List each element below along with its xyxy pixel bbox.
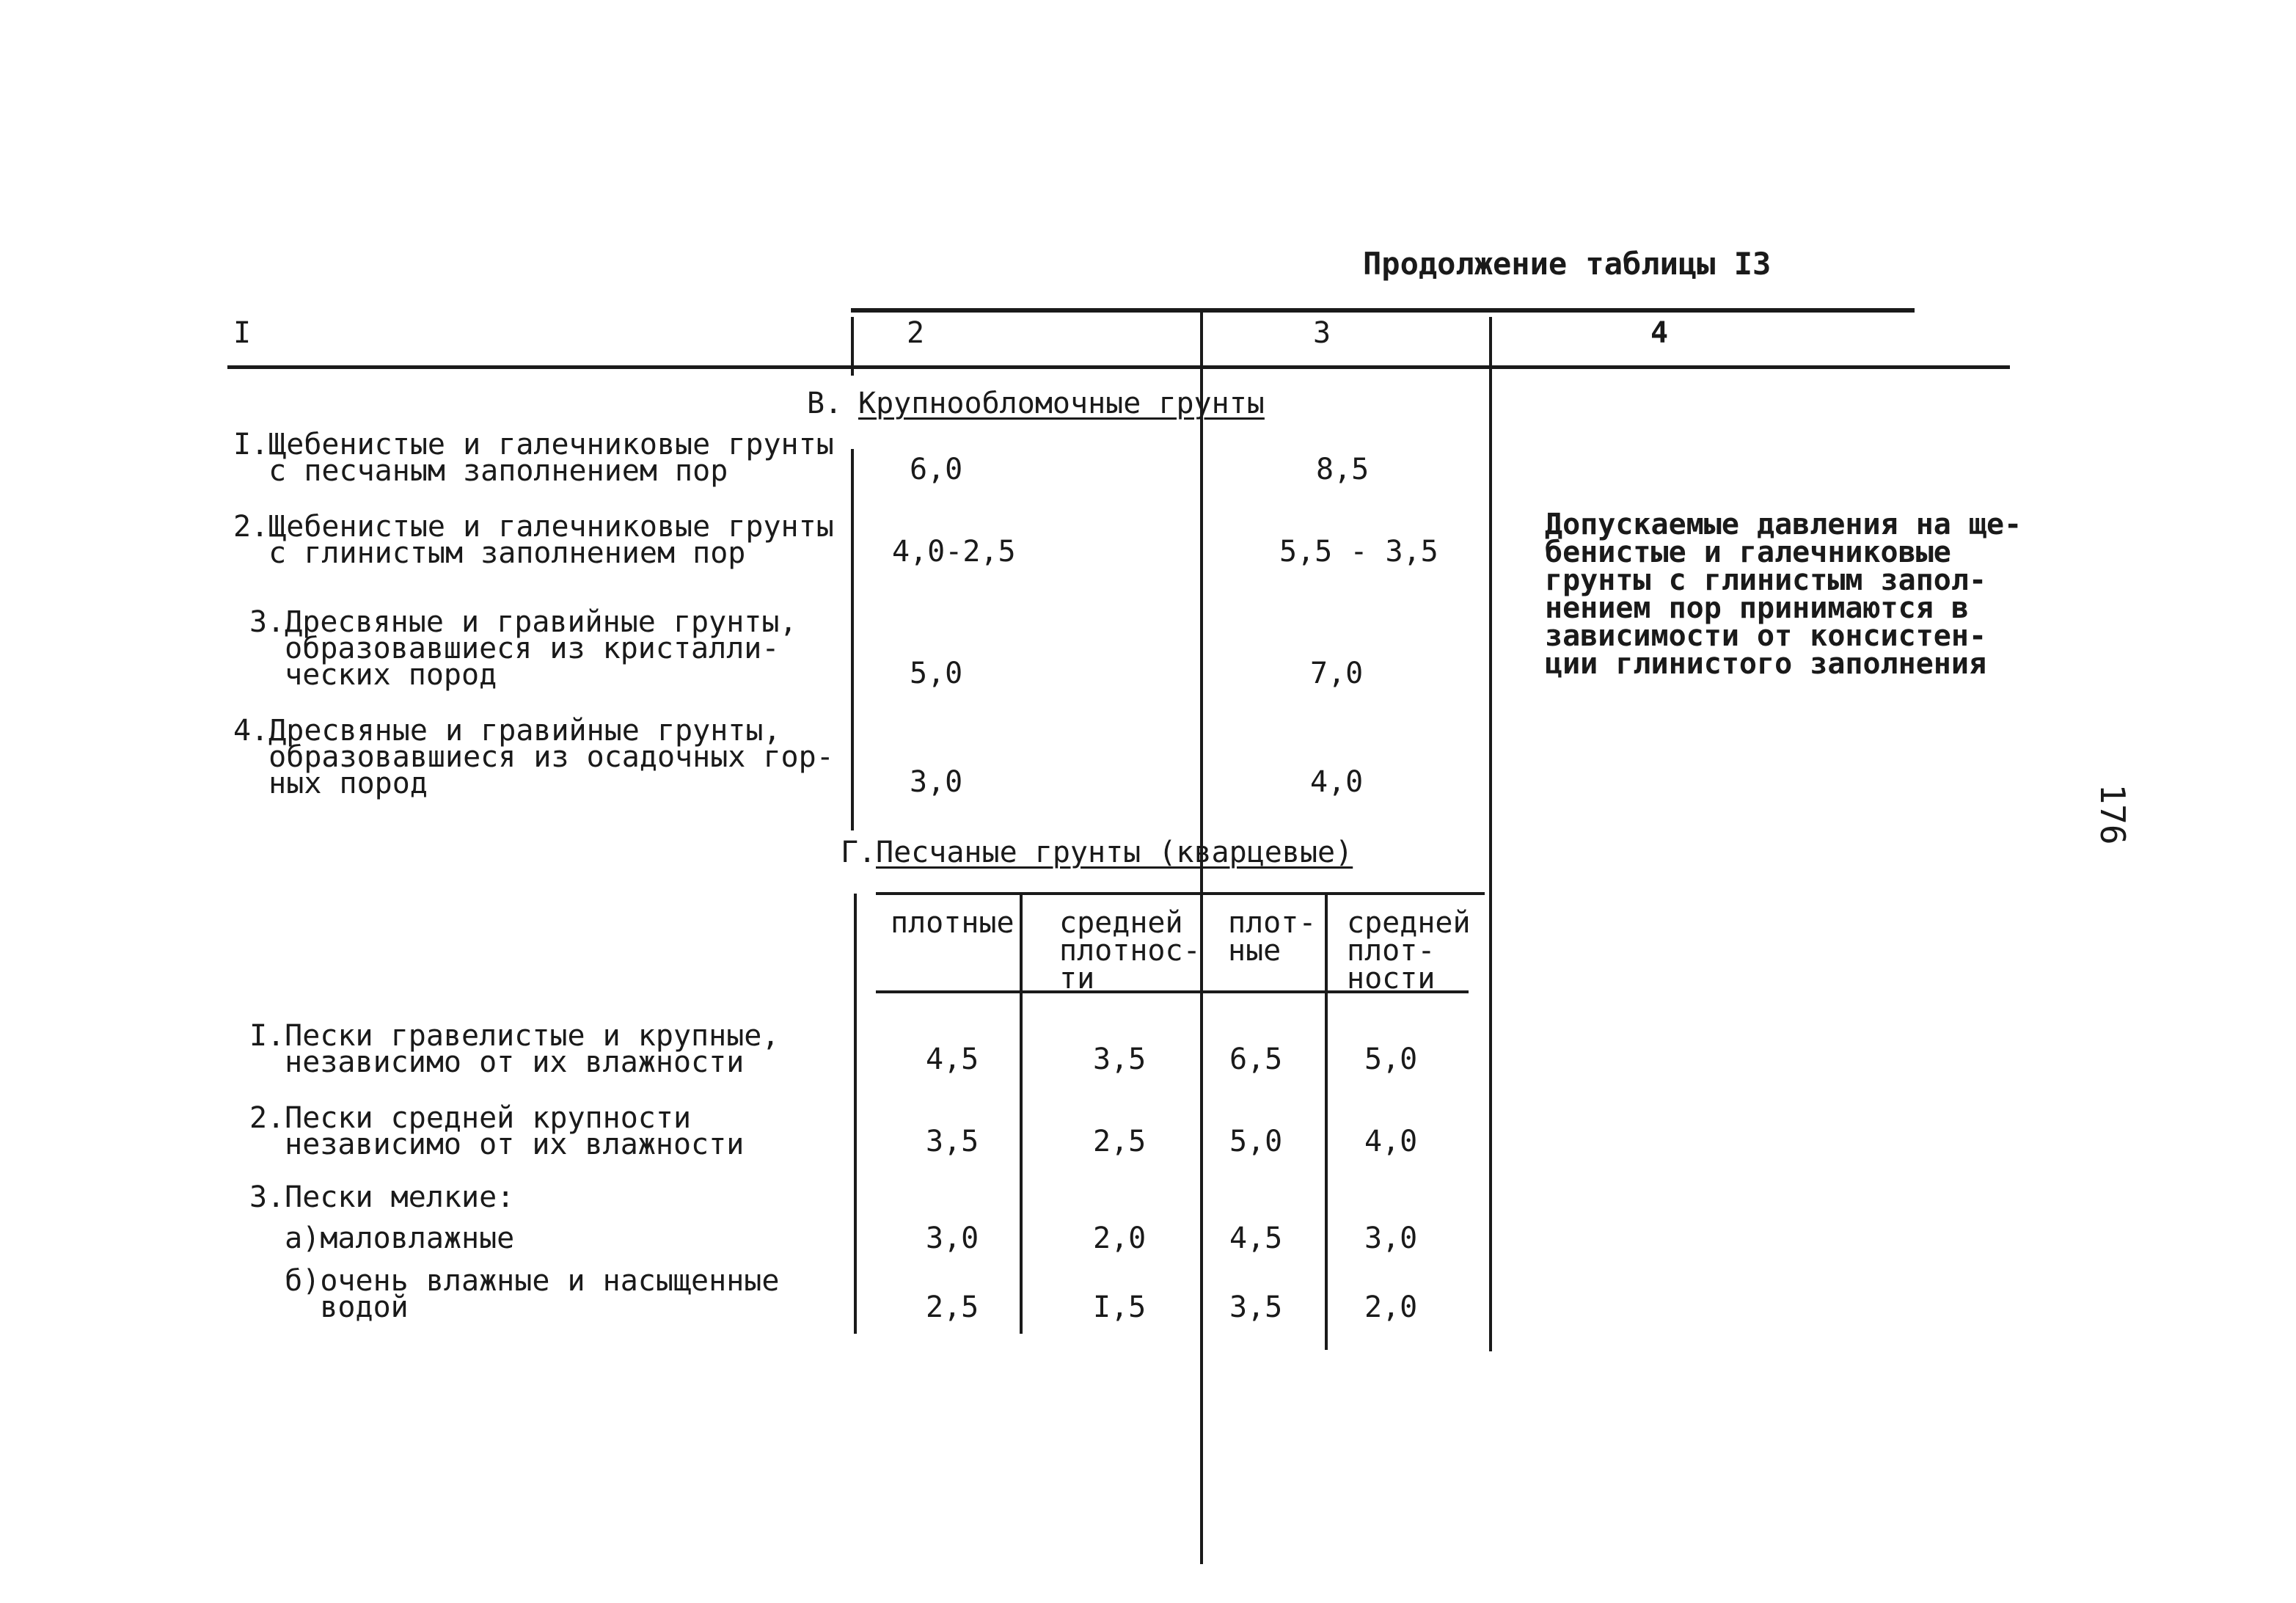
g-row1-line1: I.Пески гравелистые и крупные, [249,1019,780,1053]
v-row4-line3: ных пород [233,767,428,800]
g-row2-line1: 2.Пески средней крупности [249,1101,692,1135]
subheader-dense-2: плотные [891,906,1014,940]
g-row5-v1: 2,5 [926,1290,979,1324]
note-line-1: Допускаемые давления на ще- [1545,508,2022,541]
g-row1-v4: 5,0 [1364,1043,1418,1076]
page-number: 176 [2093,784,2132,845]
subheader-medium-3-line3: ности [1347,962,1436,996]
column-header-1: I [233,316,252,350]
g-row2-v3: 5,0 [1229,1125,1283,1158]
g-row1-v1: 4,5 [926,1043,979,1076]
note-line-6: ции глинистого заполнения [1545,647,1987,681]
subheader-medium-2-line2: плотнос- [1059,934,1201,968]
v-row4-col2: 3,0 [910,765,963,799]
divider-sub-3 [1325,894,1328,1350]
v-row1-line2: с песчаным заполнением пор [233,454,728,488]
g-row4-v3: 4,5 [1229,1222,1283,1255]
divider-col3-col4 [1489,317,1492,1351]
section-g-title: Песчаные грунты (кварцевые) [876,836,1353,869]
v-row2-col2: 4,0-2,5 [892,535,1016,569]
v-row4-line1: 4.Дресвяные и гравийные грунты, [233,714,781,748]
g-row4-v4: 3,0 [1364,1222,1418,1255]
subheader-dense-3-line1: плот- [1228,906,1317,940]
note-line-5: зависимости от консистен- [1545,619,1987,653]
note-line-2: бенистые и галечниковые [1545,536,1951,569]
v-row1-col2: 6,0 [910,453,963,486]
g-row5-v2: I,5 [1093,1290,1147,1324]
note-line-4: нением пор принимаются в [1545,591,1969,625]
g-row1-v3: 6,5 [1229,1043,1283,1076]
subheader-medium-3-line2: плот- [1347,934,1436,968]
note-line-3: грунты с глинистым запол- [1545,563,1987,597]
column-header-2: 2 [907,316,925,350]
v-row3-line2: образовавшиеся из кристалли- [249,632,780,665]
subheader-top-rule [876,892,1485,895]
divider-col1-v [851,449,854,830]
v-row4-col3: 4,0 [1310,765,1364,799]
divider-col1-g [854,894,857,1334]
g-row4-v2: 2,0 [1093,1222,1147,1255]
v-row4-line2: образовавшиеся из осадочных гор- [233,740,834,774]
column-header-3: 3 [1313,316,1331,350]
v-row2-line1: 2.Щебенистые и галечниковые грунты [233,510,834,544]
g-row2-v1: 3,5 [926,1125,979,1158]
v-row3-line3: ческих пород [249,658,497,692]
g-row4-line1: а)маловлажные [249,1222,515,1255]
g-row5-v4: 2,0 [1364,1290,1418,1324]
g-row2-v4: 4,0 [1364,1125,1418,1158]
v-row3-col2: 5,0 [910,657,963,690]
v-row1-line1: I.Щебенистые и галечниковые грунты [233,428,834,461]
v-row2-line2: с глинистым заполнением пор [233,536,746,570]
g-row5-line2: водой [249,1290,409,1324]
subheader-medium-3-line1: средней [1347,906,1471,940]
g-row3-label: 3.Пески мелкие: [249,1180,515,1214]
g-row5-line1: б)очень влажные и насыщенные [249,1264,780,1298]
v-row3-line1: 3.Дресвяные и гравийные грунты, [249,605,797,639]
g-row2-line2: независимо от их влажности [249,1128,745,1161]
column-header-4: 4 [1650,316,1669,350]
subheader-medium-2-line3: ти [1059,962,1095,996]
continuation-title: Продолжение таблицы I3 [1363,246,1772,282]
subheader-medium-2-line1: средней [1059,906,1183,940]
header-rule [227,365,2010,369]
section-v-prefix: В. [807,387,843,420]
g-row2-v2: 2,5 [1093,1125,1147,1158]
v-row2-col3: 5,5 - 3,5 [1279,535,1438,569]
top-rule [851,308,1915,313]
g-row1-v2: 3,5 [1093,1043,1147,1076]
section-g-prefix: Г. [841,836,877,869]
g-row1-line2: независимо от их влажности [249,1045,745,1079]
section-v-title: Крупнообломочные грунты [858,387,1265,420]
divider-sub-2 [1020,894,1023,1334]
g-row5-v3: 3,5 [1229,1290,1283,1324]
v-row1-col3: 8,5 [1316,453,1370,486]
subheader-dense-3-line2: ные [1228,934,1282,968]
divider-col1-header [851,317,854,376]
v-row3-col3: 7,0 [1310,657,1364,690]
g-row4-v1: 3,0 [926,1222,979,1255]
